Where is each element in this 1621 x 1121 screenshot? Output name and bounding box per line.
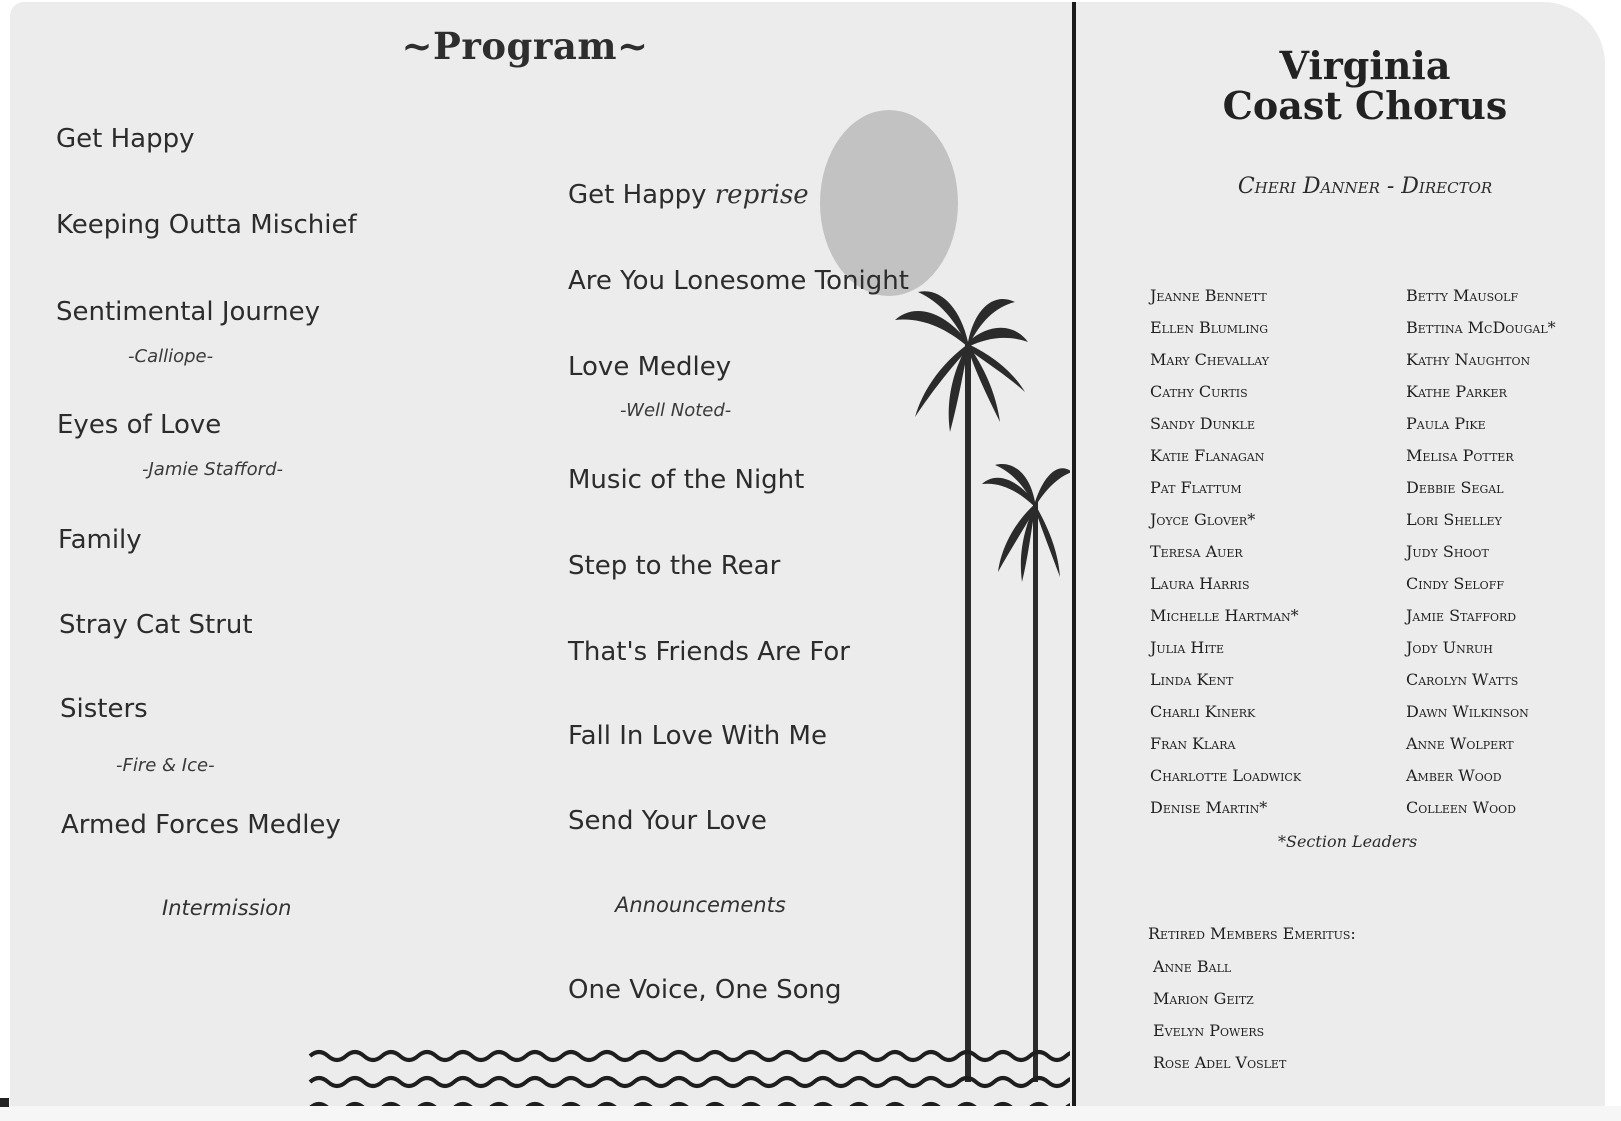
member-name: Bettina McDougal* [1406,318,1556,337]
member-name: Katie Flanagan [1150,446,1265,465]
scan-mark [0,1098,9,1107]
song-title: Eyes of Love [57,410,222,440]
member-name: Joyce Glover* [1150,510,1256,529]
member-name: Amber Wood [1406,766,1502,785]
member-name: Mary Chevallay [1150,350,1269,369]
song-title: Are You Lonesome Tonight [568,266,909,296]
member-name: Colleen Wood [1406,798,1516,817]
member-name: Jody Unruh [1406,638,1493,657]
section-leaders-note: *Section Leaders [1278,832,1418,851]
wave-lines [310,1052,1070,1112]
song-title: Music of the Night [568,465,805,495]
member-name: Laura Harris [1150,574,1250,593]
chorus-name [1130,43,1600,128]
member-name: Michelle Hartman* [1150,606,1299,625]
song-title: Sisters [60,694,148,724]
song-title: Fall In Love With Me [568,721,827,751]
performer-name: -Fire & Ice- [116,755,215,776]
palm-tree-illustration [10,2,1070,1118]
song-title: Send Your Love [568,806,767,836]
scan-edge [0,1106,1621,1121]
member-name: Rose Adel Voslet [1153,1053,1287,1072]
member-name: Kathe Parker [1406,382,1507,401]
panel-divider [1072,2,1076,1118]
song-title: Get Happy [56,124,195,154]
emeritus-label: Retired Members Emeritus: [1148,924,1356,943]
member-name: Teresa Auer [1150,542,1243,561]
song-title: Get Happy reprise [568,180,809,210]
song-title: Step to the Rear [568,551,781,581]
song-title: One Voice, One Song [568,975,842,1005]
announcements-label: Announcements [615,893,786,917]
member-name: Jamie Stafford [1406,606,1517,625]
member-name: Judy Shoot [1406,542,1489,561]
chorus-name-line: Coast Chorus [1222,83,1508,128]
member-name: Charlotte Loadwick [1150,766,1302,785]
chorus-name-line: Virginia [1279,43,1451,88]
member-name: Debbie Segal [1406,478,1504,497]
member-name: Linda Kent [1150,670,1234,689]
member-name: Pat Flattum [1150,478,1242,497]
performer-name: -Jamie Stafford- [142,459,284,480]
member-name: Carolyn Watts [1406,670,1519,689]
member-name: Lori Shelley [1406,510,1502,529]
performer-name: -Calliope- [128,346,214,367]
member-name: Cindy Seloff [1406,574,1504,593]
member-name: Betty Mausolf [1406,286,1519,305]
palm-tree-short [982,464,1070,1082]
member-name: Sandy Dunkle [1150,414,1255,433]
song-title: Family [58,525,142,555]
member-name: Dawn Wilkinson [1406,702,1529,721]
song-suffix: reprise [714,180,809,210]
director-credit: Cheri Danner - Director [1237,174,1493,199]
member-name: Melisa Potter [1406,446,1514,465]
member-name: Julia Hite [1150,638,1225,657]
member-name: Ellen Blumling [1150,318,1269,337]
member-name: Anne Wolpert [1406,734,1514,753]
member-name: Charli Kinerk [1150,702,1256,721]
member-name: Kathy Naughton [1406,350,1531,369]
intermission-label: Intermission [162,896,292,920]
member-name: Jeanne Bennett [1150,286,1267,305]
member-name: Anne Ball [1153,957,1232,976]
performer-name: -Well Noted- [620,400,732,421]
palm-tree-tall [895,291,1028,1082]
program-title: ~Program~ [401,24,649,68]
member-name: Cathy Curtis [1150,382,1248,401]
song-title: Keeping Outta Mischief [56,210,357,240]
member-name: Marion Geitz [1153,989,1254,1008]
song-title: That's Friends Are For [568,637,851,667]
song-title: Love Medley [568,352,732,382]
member-name: Fran Klara [1150,734,1236,753]
song-title: Sentimental Journey [56,297,320,327]
member-name: Evelyn Powers [1153,1021,1265,1040]
song-title: Armed Forces Medley [61,810,341,840]
member-name: Paula Pike [1406,414,1486,433]
member-name: Denise Martin* [1150,798,1268,817]
program-card [10,2,1605,1118]
song-title: Stray Cat Strut [59,610,253,640]
